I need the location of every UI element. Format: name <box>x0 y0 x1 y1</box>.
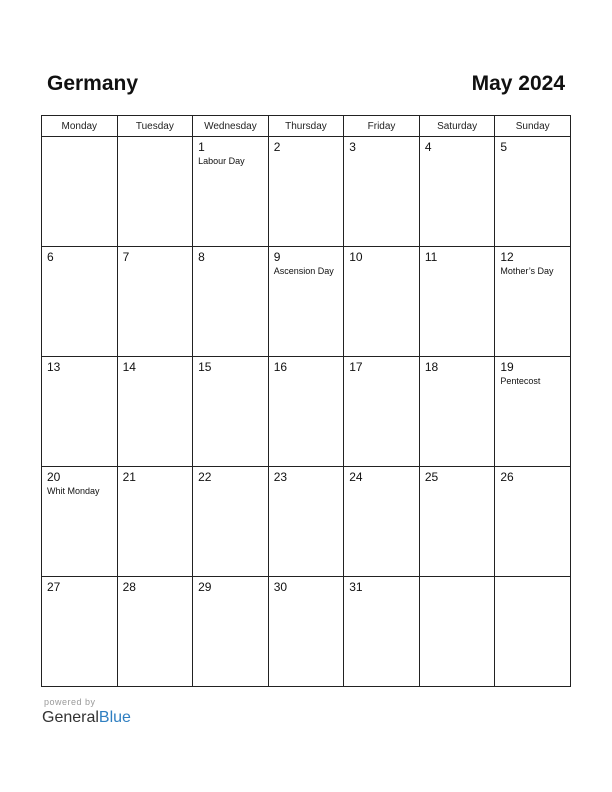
day-number: 19 <box>500 360 514 374</box>
day-cell <box>344 577 420 687</box>
footer-brand <box>42 696 131 728</box>
holiday-label <box>420 154 495 155</box>
day-number: 3 <box>349 140 356 154</box>
holiday-label: Mother’s Day <box>500 266 554 276</box>
week-row <box>42 357 571 467</box>
holiday-label <box>42 374 117 375</box>
day-number: 16 <box>273 360 288 374</box>
holiday-label <box>420 264 495 265</box>
day-number: 22 <box>198 470 212 484</box>
day-cell <box>42 357 118 467</box>
day-cell <box>344 467 420 577</box>
holiday-label <box>42 140 117 141</box>
weekday-header: Thursday <box>268 116 344 137</box>
holiday-label <box>193 594 268 595</box>
weekday-header: Monday <box>42 116 118 137</box>
day-number: 2 <box>273 140 281 154</box>
day-number: 5 <box>500 140 508 154</box>
day-number: 27 <box>47 580 61 594</box>
day-number: 21 <box>122 470 136 484</box>
day-number: 13 <box>47 360 61 374</box>
day-cell <box>193 467 269 577</box>
weekday-header: Saturday <box>419 116 495 137</box>
powered-by-label: powered by <box>44 697 96 707</box>
holiday-label <box>118 264 193 265</box>
holiday-label <box>118 594 193 595</box>
logo-blue-text: Blue <box>98 709 131 726</box>
holiday-label <box>420 484 495 485</box>
day-cell <box>344 137 420 247</box>
day-cell <box>495 467 571 577</box>
holiday-label <box>118 140 193 141</box>
logo-general-text: General <box>42 709 99 726</box>
holiday-label: Labour Day <box>198 156 245 166</box>
holiday-label <box>118 374 193 375</box>
day-number: 26 <box>500 470 514 484</box>
holiday-label <box>495 154 570 155</box>
day-cell <box>419 467 495 577</box>
day-cell <box>193 577 269 687</box>
holiday-label <box>344 594 419 595</box>
holiday-label: Ascension Day <box>273 266 334 276</box>
generalblue-logo <box>42 708 131 728</box>
day-cell <box>42 577 118 687</box>
week-row <box>42 467 571 577</box>
day-number: 8 <box>198 250 205 264</box>
holiday-label <box>344 154 419 155</box>
holiday-label <box>420 374 495 375</box>
day-number: 18 <box>424 360 439 374</box>
holiday-label <box>344 264 419 265</box>
holiday-label <box>420 580 495 581</box>
day-cell <box>117 247 193 357</box>
holiday-label <box>344 484 419 485</box>
day-number: 15 <box>198 360 212 374</box>
holiday-label <box>495 580 570 581</box>
day-cell <box>193 357 269 467</box>
holiday-label <box>193 484 268 485</box>
holiday-label <box>495 484 570 485</box>
country-title: Germany <box>47 72 139 95</box>
week-row <box>42 247 571 357</box>
day-cell <box>193 137 269 247</box>
holiday-label <box>269 484 344 485</box>
holiday-label: Whit Monday <box>47 486 100 496</box>
week-row <box>42 577 571 687</box>
weekday-header: Wednesday <box>193 116 269 137</box>
holiday-label <box>344 374 419 375</box>
day-cell <box>419 247 495 357</box>
day-cell <box>419 577 495 687</box>
day-number: 6 <box>47 250 54 264</box>
day-cell <box>117 577 193 687</box>
day-cell <box>117 357 193 467</box>
day-cell <box>495 137 571 247</box>
day-cell <box>117 137 193 247</box>
day-number: 4 <box>424 140 432 154</box>
weekday-header: Tuesday <box>117 116 193 137</box>
day-cell <box>419 137 495 247</box>
day-number: 28 <box>122 580 136 594</box>
day-cell <box>42 247 118 357</box>
holiday-label <box>42 264 117 265</box>
day-cell <box>42 137 118 247</box>
day-cell <box>344 357 420 467</box>
day-number: 23 <box>273 470 288 484</box>
day-cell <box>495 247 571 357</box>
day-number: 9 <box>273 250 281 264</box>
holiday-label <box>42 594 117 595</box>
day-number: 20 <box>47 470 61 484</box>
day-cell <box>344 247 420 357</box>
day-cell <box>42 467 118 577</box>
week-row <box>42 137 571 247</box>
holiday-label <box>193 374 268 375</box>
day-number: 24 <box>349 470 363 484</box>
holiday-label <box>118 484 193 485</box>
day-cell <box>268 137 344 247</box>
day-number: 17 <box>349 360 363 374</box>
day-number: 12 <box>500 250 514 264</box>
day-cell <box>193 247 269 357</box>
holiday-label <box>269 594 344 595</box>
day-cell <box>268 357 344 467</box>
day-cell <box>268 247 344 357</box>
day-number: 25 <box>424 470 439 484</box>
day-cell <box>268 467 344 577</box>
weekday-header: Sunday <box>495 116 571 137</box>
day-cell <box>268 577 344 687</box>
day-number: 7 <box>122 250 130 264</box>
day-number: 14 <box>122 360 136 374</box>
day-number: 1 <box>198 140 205 154</box>
day-number: 10 <box>349 250 363 264</box>
day-cell <box>495 577 571 687</box>
holiday-label: Pentecost <box>500 376 541 386</box>
day-cell <box>117 467 193 577</box>
holiday-label <box>269 374 344 375</box>
day-number: 11 <box>424 250 438 264</box>
day-number: 30 <box>273 580 288 594</box>
day-number: 29 <box>198 580 212 594</box>
weekday-header: Friday <box>344 116 420 137</box>
day-number: 31 <box>349 580 363 594</box>
month-year-title: May 2024 <box>471 72 565 95</box>
weekday-header-row <box>42 116 571 137</box>
holiday-label <box>269 154 344 155</box>
holiday-label <box>193 264 268 265</box>
day-cell <box>419 357 495 467</box>
calendar-grid <box>41 115 571 687</box>
day-cell <box>495 357 571 467</box>
